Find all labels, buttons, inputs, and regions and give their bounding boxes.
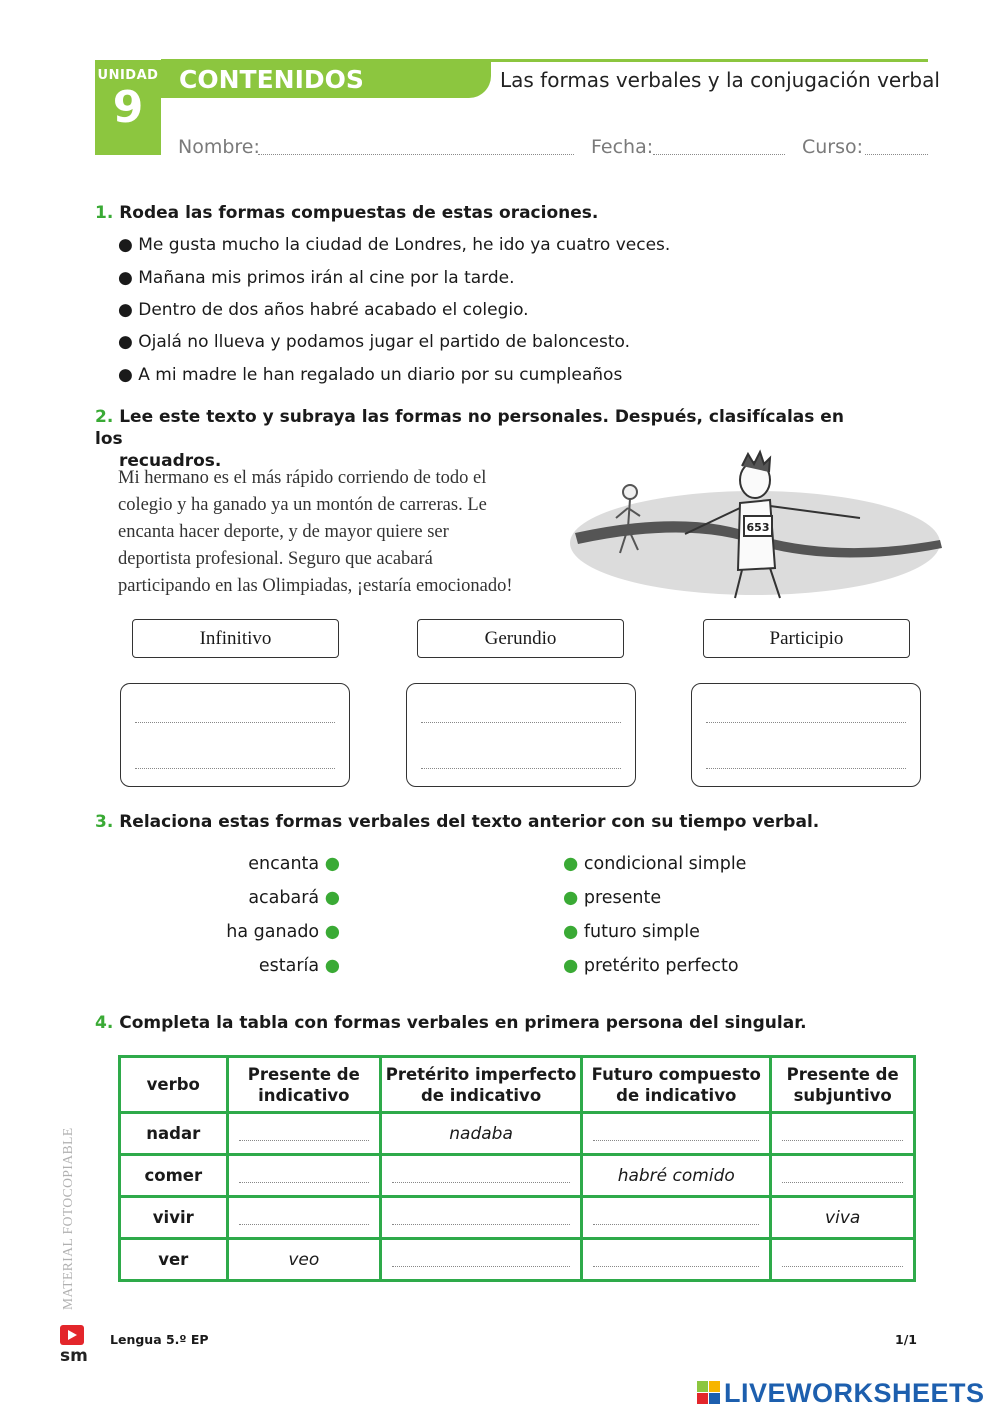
question-3 (95, 812, 819, 832)
runners-illustration (570, 448, 945, 600)
liveworksheets-brand[interactable]: LIVEWORKSHEETS (724, 1378, 985, 1408)
question-text: Rodea las formas compuestas de estas oraciones. (119, 203, 599, 223)
sentence-5[interactable]: ● A mi madre le han regalado un diario por su cumpleaños (118, 365, 623, 385)
match-dot[interactable]: ● (324, 922, 340, 942)
question-1 (95, 203, 598, 223)
table-header-row (120, 1057, 915, 1113)
match-tense: futuro simple (583, 922, 700, 942)
sm-logo-icon (60, 1325, 86, 1347)
match-right-4[interactable] (563, 956, 739, 976)
table-row (120, 1155, 915, 1197)
unit-badge (95, 60, 161, 155)
match-dot[interactable]: ● (563, 854, 579, 874)
page-title: Las formas verbales y la conjugación verbal (500, 68, 940, 92)
question-number: 1. (95, 203, 114, 223)
question-text-cont: recuadros. (119, 451, 222, 471)
question-number: 4. (95, 1013, 114, 1033)
sentence-3[interactable]: ● Dentro de dos años habré acabado el colegio. (118, 300, 529, 320)
reading-paragraph[interactable] (118, 465, 568, 600)
given-cell: veo (227, 1239, 380, 1281)
header-presente-subjuntivo: Presente de subjuntivo (771, 1057, 915, 1113)
match-dot[interactable]: ● (563, 922, 579, 942)
match-dot[interactable]: ● (324, 956, 340, 976)
header-presente-indicativo: Presente de indicativo (227, 1057, 380, 1113)
answer-cell[interactable] (771, 1113, 915, 1155)
given-cell: nadaba (381, 1113, 582, 1155)
infinitive-label: Infinitivo (132, 619, 339, 658)
match-left-3[interactable] (140, 922, 340, 942)
match-tense: pretérito perfecto (583, 956, 739, 976)
answer-line[interactable] (421, 722, 621, 723)
answer-line[interactable] (421, 768, 621, 769)
match-word: encanta (248, 854, 320, 874)
page-number: 1/1 (895, 1332, 917, 1347)
course-label: Curso: (802, 136, 864, 158)
header-preterito-imperfecto: Pretérito imperfecto de indicativo (381, 1057, 582, 1113)
answer-cell[interactable] (381, 1155, 582, 1197)
match-word: ha ganado (226, 922, 320, 942)
verb-cell: ver (120, 1239, 228, 1281)
match-left-1[interactable] (140, 854, 340, 874)
verb-cell: comer (120, 1155, 228, 1197)
verb-table (118, 1055, 916, 1282)
sentence-1[interactable]: ● Me gusta mucho la ciudad de Londres, he ido ya cuatro veces. (118, 235, 671, 255)
match-dot[interactable]: ● (563, 956, 579, 976)
answer-cell[interactable] (381, 1197, 582, 1239)
infinitive-answer-box[interactable] (120, 683, 350, 787)
match-tense: presente (583, 888, 662, 908)
answer-cell[interactable] (381, 1239, 582, 1281)
name-field[interactable] (258, 154, 574, 155)
given-cell: habré comido (582, 1155, 771, 1197)
answer-cell[interactable] (582, 1113, 771, 1155)
match-word: estaría (258, 956, 320, 976)
paragraph-line: participando en las Olimpiadas, ¡estaría emocionado! (118, 576, 513, 596)
answer-cell[interactable] (771, 1155, 915, 1197)
answer-cell[interactable] (227, 1113, 380, 1155)
gerund-answer-box[interactable] (406, 683, 636, 787)
date-label: Fecha: (591, 136, 654, 158)
question-number: 3. (95, 812, 114, 832)
unit-number: 9 (112, 82, 144, 133)
paragraph-line: encanta hacer deporte, y de mayor quiere ser (118, 522, 449, 542)
answer-cell[interactable] (582, 1239, 771, 1281)
header-futuro-compuesto: Futuro compuesto de indicativo (582, 1057, 771, 1113)
question-number: 2. (95, 407, 114, 427)
table-row (120, 1113, 915, 1155)
verb-cell: nadar (120, 1113, 228, 1155)
answer-cell[interactable] (582, 1197, 771, 1239)
verb-cell: vivir (120, 1197, 228, 1239)
match-right-3[interactable] (563, 922, 700, 942)
paragraph-line: colegio y ha ganado ya un montón de carreras. Le (118, 495, 487, 515)
paragraph-line: deportista profesional. Seguro que acabará (118, 549, 433, 569)
question-text: Relaciona estas formas verbales del texto anterior con su tiempo verbal. (119, 812, 820, 832)
match-left-4[interactable] (140, 956, 340, 976)
bib-number: 653 (746, 521, 770, 534)
question-text: Completa la tabla con formas verbales en primera persona del singular. (119, 1013, 807, 1033)
match-word: acabará (248, 888, 320, 908)
answer-cell[interactable] (227, 1155, 380, 1197)
match-right-1[interactable] (563, 854, 746, 874)
table-row (120, 1197, 915, 1239)
paragraph-line: Mi hermano es el más rápido corriendo de todo el (118, 468, 487, 488)
answer-cell[interactable] (227, 1197, 380, 1239)
match-tense: condicional simple (583, 854, 747, 874)
answer-line[interactable] (706, 768, 906, 769)
participle-label: Participio (703, 619, 910, 658)
match-dot[interactable]: ● (324, 888, 340, 908)
participle-answer-box[interactable] (691, 683, 921, 787)
section-band: CONTENIDOS BÁSICOS (161, 60, 491, 98)
question-4 (95, 1013, 807, 1033)
photocopy-note: MATERIAL FOTOCOPIABLE (60, 1127, 75, 1310)
sentence-4[interactable]: ● Ojalá no llueva y podamos jugar el partido de baloncesto. (118, 332, 630, 352)
match-left-2[interactable] (140, 888, 340, 908)
answer-line[interactable] (135, 722, 335, 723)
unit-label: UNIDAD (97, 68, 159, 83)
name-label: Nombre: (178, 136, 260, 158)
publisher-logo: sm (60, 1346, 88, 1366)
match-dot[interactable]: ● (563, 888, 579, 908)
answer-line[interactable] (135, 768, 335, 769)
course-field[interactable] (865, 154, 928, 155)
sentence-2[interactable]: ● Mañana mis primos irán al cine por la tarde. (118, 268, 515, 288)
table-row (120, 1239, 915, 1281)
book-title: Lengua 5.º EP (110, 1332, 209, 1347)
match-right-2[interactable] (563, 888, 661, 908)
date-field[interactable] (653, 154, 785, 155)
gerund-label: Gerundio (417, 619, 624, 658)
liveworksheets-logo-icon (697, 1381, 721, 1405)
question-text: Lee este texto y subraya las formas no personales. Después, clasifícalas en los (95, 407, 844, 449)
answer-cell[interactable] (771, 1239, 915, 1281)
match-dot[interactable]: ● (324, 854, 340, 874)
header-verbo: verbo (120, 1057, 228, 1113)
answer-line[interactable] (706, 722, 906, 723)
given-cell: viva (771, 1197, 915, 1239)
